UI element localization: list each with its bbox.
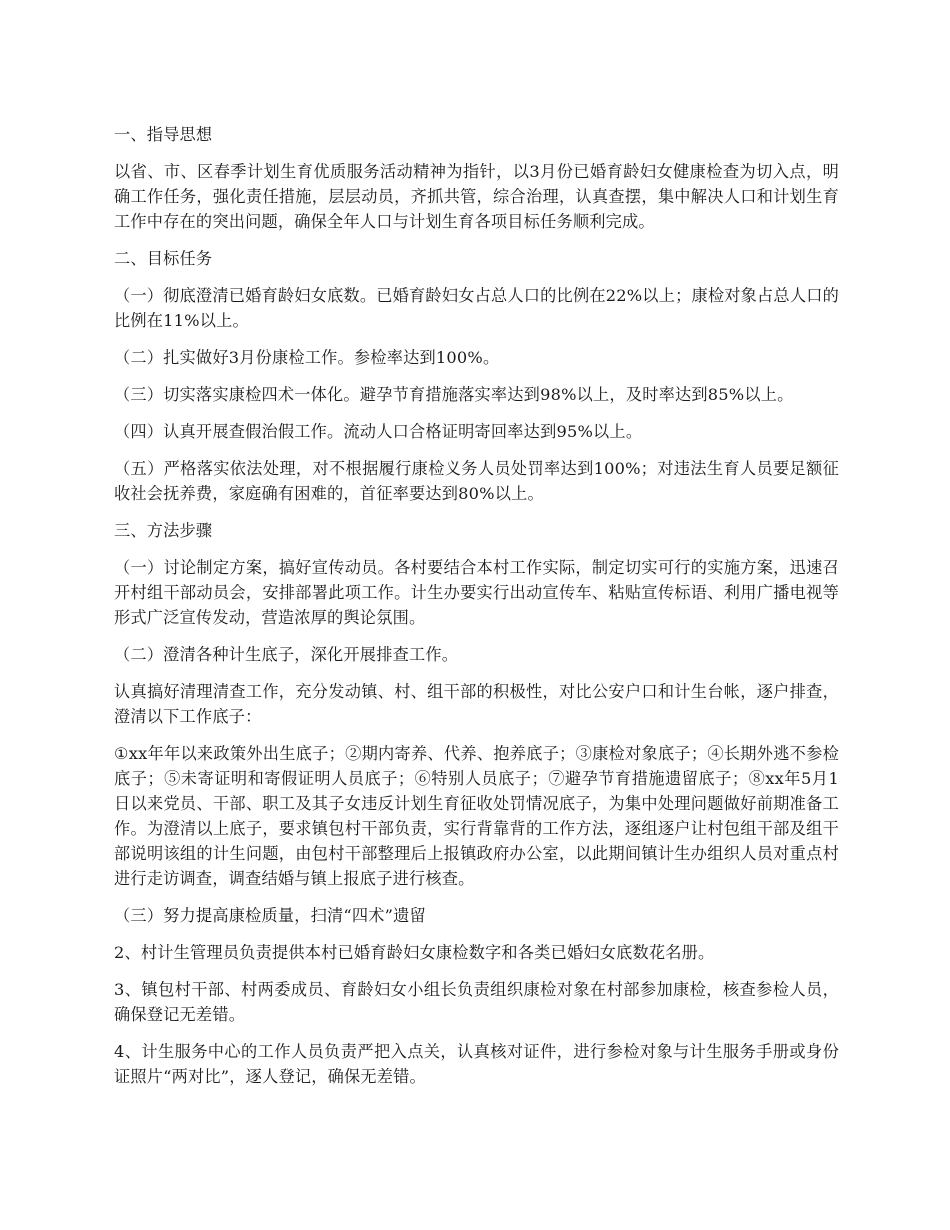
paragraph-base-list: ①xx年年以来政策外出生底子；②期内寄养、代养、抱养底子；③康检对象底子；④长期外逃不参检底子；⑤未寄证明和寄假证明人员底子；⑥特别人员底子；⑦避孕节育措施遗留底子；⑧xx年5月1日以来党员、干部、职工及其子女违反计划生育征收处罚情况底子，为集中处理问题做好前期准备工作。为澄清以上底子，要求镇包村干部负责，实行背靠背的工作方法，逐组逐户让村包组干部及组干部说明该组的计生问题，由包村干部整理后上报镇政府办公室，以此期间镇计生办组织人员对重点村进行走访调查，调查结婚与镇上报底子进行核查。 [114,744,839,888]
goal-item-3: （三）切实落实康检四术一体化。避孕节育措施落实率达到98%以上，及时率达到85%以上。 [114,385,794,404]
goal-item-5: （五）严格落实依法处理，对不根据履行康检义务人员处罚率达到100%；对违法生育人员要足额征收社会抚养费，家庭确有困难的，首征率要达到80%以上。 [114,459,839,503]
method-item-2: （二）澄清各种计生底子，深化开展排查工作。 [114,645,459,664]
goal-item-2: （二）扎实做好3月份康检工作。参检率达到100%。 [114,348,500,367]
paragraph-guiding-ideology: 以省、市、区春季计划生育优质服务活动精神为指针，以3月份已婚育龄妇女健康检查为切入点，明确工作任务，强化责任措施，层层动员，齐抓共管，综合治理，认真查摆，集中解决人口和计划生育工作中存在的突出问题，确保全年人口与计划生育各项目标任务顺利完成。 [114,162,839,231]
method-item-1: （一）讨论制定方案，搞好宣传动员。各村要结合本村工作实际，制定切实可行的实施方案，迅速召开村组干部动员会，安排部署此项工作。计生办要实行出动宣传车、粘贴宣传标语、利用广播电视等形式广泛宣传发动，营造浓厚的舆论氛围。 [114,558,839,627]
section-heading-methods: 三、方法步骤 [114,521,213,540]
numbered-item-4: 4、计生服务中心的工作人员负责严把入点关，认真核对证件，进行参检对象与计生服务手册或身份证照片“两对比”，逐人登记，确保无差错。 [114,1042,839,1086]
method-item-3: （三）努力提高康检质量，扫清“四术”遗留 [114,906,426,925]
goal-item-4: （四）认真开展查假治假工作。流动人口合格证明寄回率达到95%以上。 [114,422,643,441]
numbered-item-3: 3、镇包村干部、村两委成员、育龄妇女小组长负责组织康检对象在村部参加康检，核查参检人员，确保登记无差错。 [114,980,839,1024]
goal-item-1: （一）彻底澄清已婚育龄妇女底数。已婚育龄妇女占总人口的比例在22%以上；康检对象占总人口的比例在11%以上。 [114,286,839,330]
paragraph-screening: 认真搞好清理清查工作，充分发动镇、村、组干部的积极性，对比公安户口和计生台帐，逐户排查，澄清以下工作底子： [114,682,839,726]
section-heading-goals: 二、目标任务 [114,249,213,268]
numbered-item-2: 2、村计生管理员负责提供本村已婚育龄妇女康检数字和各类已婚妇女底数花名册。 [114,943,715,962]
document-body [114,122,839,1101]
section-heading-guiding-ideology: 一、指导思想 [114,125,213,144]
